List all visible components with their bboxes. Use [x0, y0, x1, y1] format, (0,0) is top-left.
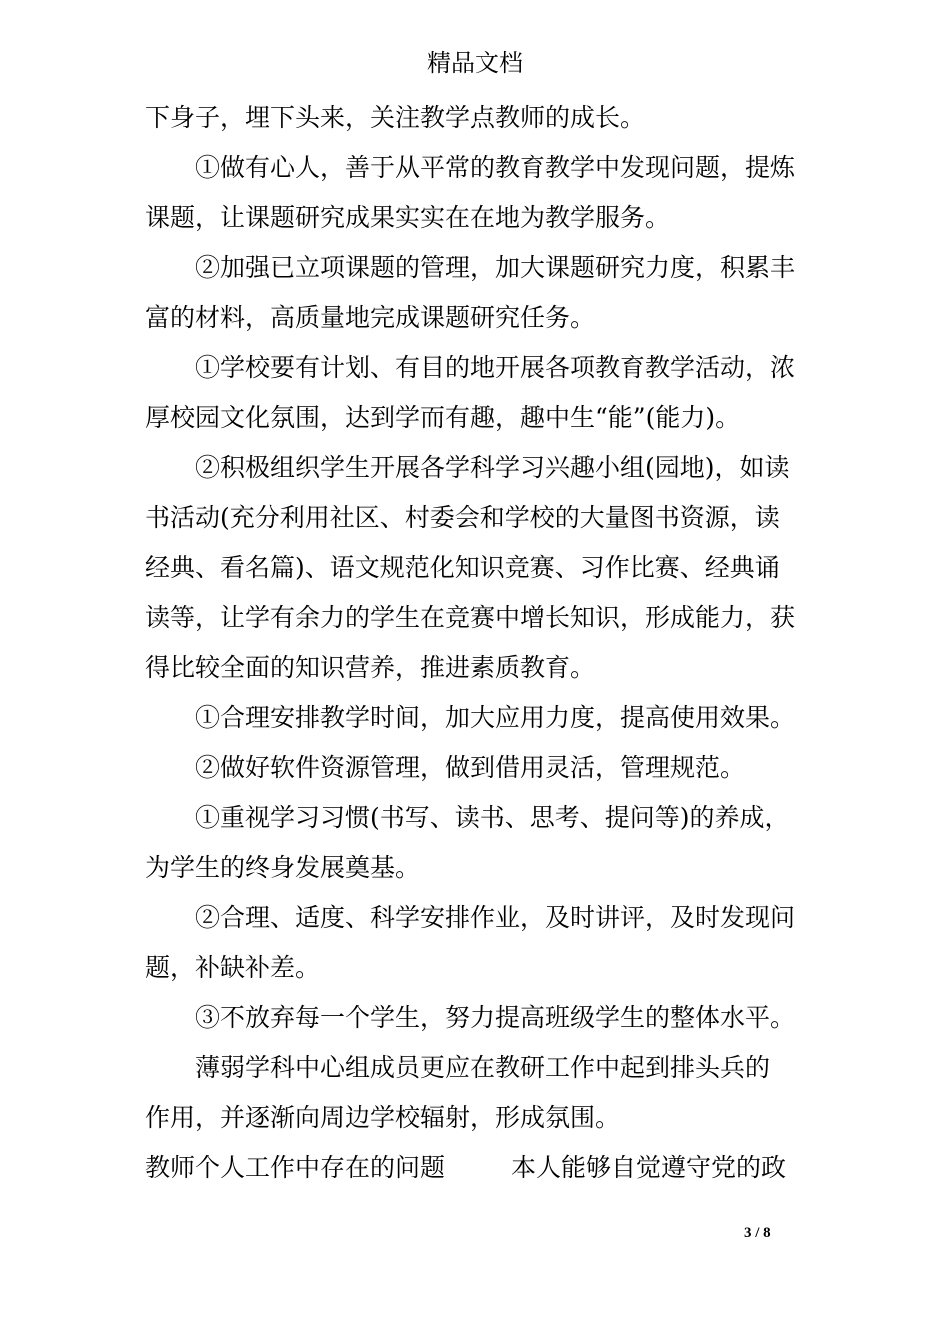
text-line-3: 课题，让课题研究成果实实在在地为教学服务。 [145, 203, 671, 232]
text-line-5: 富的材料，高质量地完成课题研究任务。 [145, 303, 596, 332]
text-line-9: 书活动(充分利用社区、村委会和学校的大量图书资源，读 [145, 503, 780, 532]
text-line-2: ①做有心人，善于从平常的教育教学中发现问题，提炼 [195, 153, 796, 182]
text-line-6: ①学校要有计划、有目的地开展各项教育教学活动，浓 [195, 353, 796, 382]
text-line-18: 题，补缺补差。 [145, 953, 321, 982]
text-line-11: 读等，让学有余力的学生在竞赛中增长知识，形成能力，获 [145, 603, 796, 632]
section-body-text: 本人能够自觉遵守党的政 [511, 1153, 787, 1182]
text-line-10: 经典、看名篇)、语文规范化知识竞赛、习作比赛、经典诵 [145, 553, 780, 582]
text-line-8: ②积极组织学生开展各学科学习兴趣小组(园地)，如读 [195, 453, 790, 482]
text-line-16: 为学生的终身发展奠基。 [145, 853, 421, 882]
text-line-20: 薄弱学科中心组成员更应在教研工作中起到排头兵的 [195, 1053, 771, 1082]
text-line-13: ①合理安排教学时间，加大应用力度，提高使用效果。 [195, 703, 796, 732]
text-line-12: 得比较全面的知识营养，推进素质教育。 [145, 653, 596, 682]
text-line-15: ①重视学习习惯(书写、读书、思考、提问等)的养成， [195, 803, 790, 832]
text-line-22 [145, 1148, 786, 1188]
text-line-19: ③不放弃每一个学生，努力提高班级学生的整体水平。 [195, 1003, 796, 1032]
page-number: 3 / 8 [744, 1225, 771, 1241]
text-line-4: ②加强已立项课题的管理，加大课题研究力度，积累丰 [195, 253, 796, 282]
section-heading-text: 教师个人工作中存在的问题 [145, 1153, 446, 1182]
text-line-21: 作用，并逐渐向周边学校辐射，形成氛围。 [145, 1103, 621, 1132]
text-line-17: ②合理、适度、科学安排作业，及时讲评，及时发现问 [195, 903, 796, 932]
page-header-title: 精品文档 [427, 49, 523, 77]
text-line-1: 下身子，埋下头来，关注教学点教师的成长。 [145, 103, 646, 132]
text-line-7: 厚校园文化氛围，达到学而有趣，趣中生“能”(能力)。 [145, 403, 741, 432]
text-line-14: ②做好软件资源管理，做到借用灵活，管理规范。 [195, 753, 746, 782]
